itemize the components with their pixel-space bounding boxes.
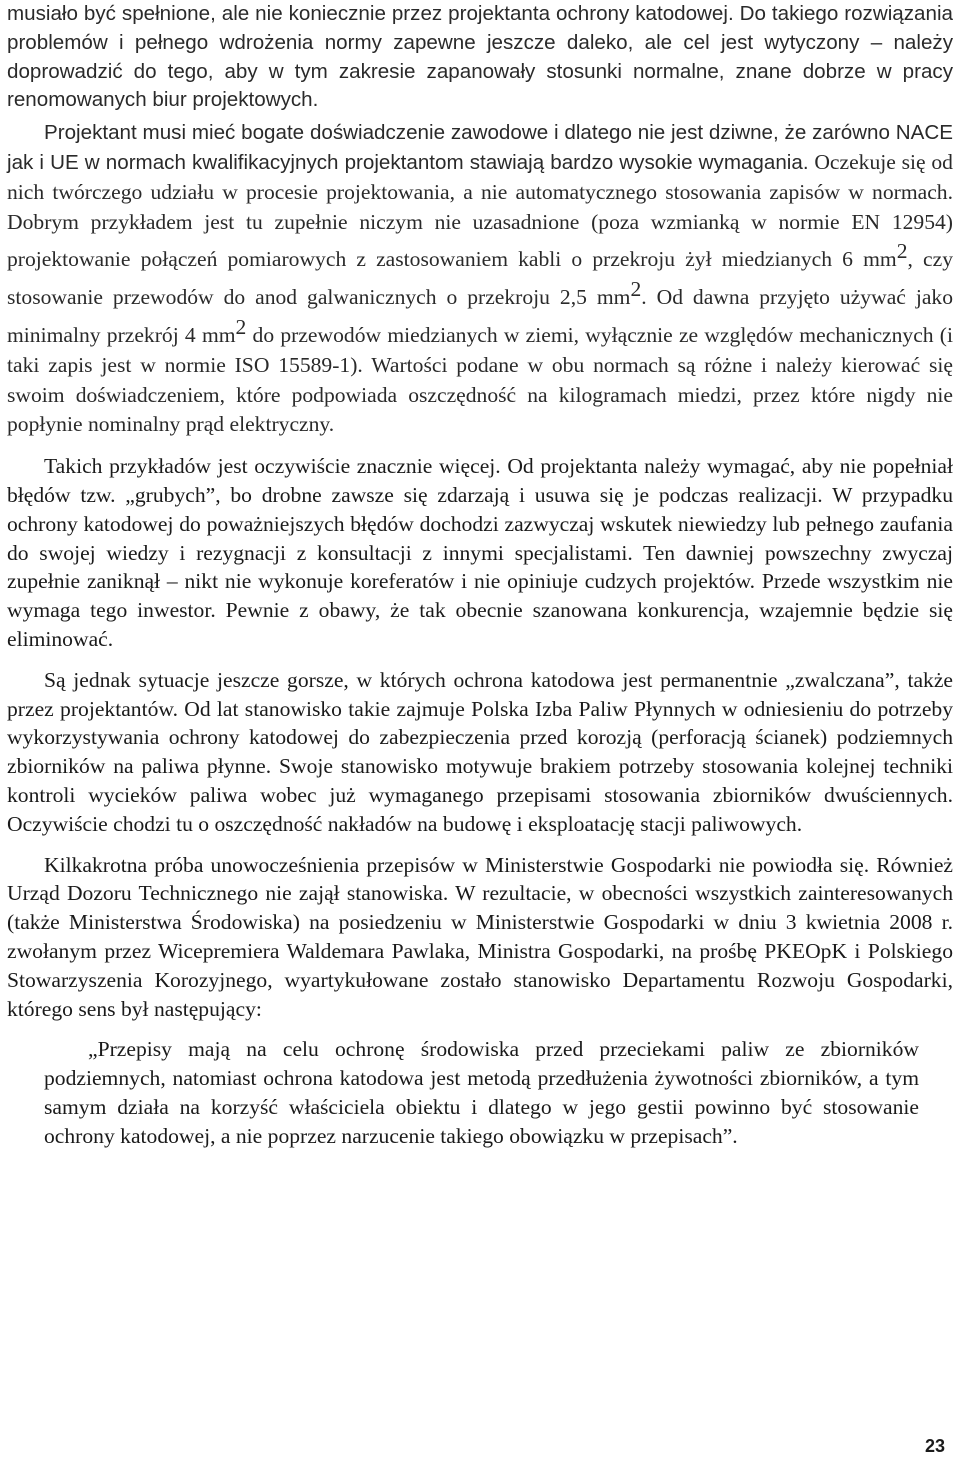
block-quote: „Przepisy mają na celu ochronę środowiska przed przeciekami paliw ze zbiorników podziemnych, natomiast ochrona katodowa jest metodą przedłużenia żywotności zbiorników, a tym samym działa na korzyść właściciela obiektu i dlatego w jego gestii powinno być stosowanie ochrony katodowej, a nie poprzez narzucenie takiego obowiązku w przepisach”.: [44, 1037, 919, 1148]
paragraph-examples: Takich przykładów jest oczywiście znacznie więcej. Od projektanta należy wymagać, aby nie popełniał błędów tzw. „grubych”, bo drobne zawsze się zdarzają i usuwa się je podczas realizacji. W przypadku ochrony katodowej do poważniejszych błędów dochodzi zazwyczaj wskutek niewiedzy lub pełnego zaufania do swojej wiedzy i rezygnacji z konsultacji z innymi specjalistami. Ten dawniej powszechny zwyczaj zupełnie zaniknął – nikt nie wykonuje koreferatów i nie opiniuje cudzych projektów. Przede wszystkim nie wymaga tego inwestor. Pewnie z obawy, że tak obecnie szanowana konkurencja, wzajemnie będzie się eliminować.: [7, 454, 953, 651]
superscript: 2: [630, 277, 642, 302]
paragraph-segment: Projektant musi mieć bogate doświadczenie zawodowe i dlatego nie jest dziwne, że zarówno NACE jak i UE w normach kwalifikacyjnych projektantom stawiają bardzo wysokie wymagania.: [7, 121, 953, 174]
paragraph-segment: , czy stosowanie przewodów do anod galwanicznych o przekroju 2,5 mm: [7, 247, 953, 310]
superscript: 2: [896, 239, 908, 264]
paragraph-continuation: musiało być spełnione, ale nie koniecznie przez projektanta ochrony katodowej. Do takiego rozwiązania problemów i pełnego wdrożenia normy zapewne jeszcze daleko, ale cel jest wytyczony – należy doprowadzić do tego, aby w tym zakresie zapanowały stosunki normalne, znane dobrze w pracy renomowanych biur projektowych.: [7, 2, 953, 112]
paragraph-segment: Dobrym przykładem jest tu zupełnie niczym nie uzasadnione (poza wzmianką w normie EN 12954) projektowanie połączeń pomiarowych z zastosowaniem kabli o przekroju żył miedzianych 6 mm: [7, 209, 953, 272]
superscript: 2: [235, 314, 247, 339]
paragraph-worse-situations: Są jednak sytuacje jeszcze gorsze, w których ochrona katodowa jest permanentnie „zwalczana”, także przez projektantów. Od lat stanowisko takie zajmuje Polska Izba Paliw Płynnych w odniesieniu do potrzeby wykorzystywania ochrony katodowej do zabezpieczenia przed korozją (perforacją ścianek) podziemnych zbiorników na paliwa płynne. Swoje stanowisko motywuje brakiem potrzeby stosowania kolejnej techniki kontroli wycieków paliwa wobec już wymaganego przepisami stosowania zbiorników dwuściennych. Oczywiście chodzi tu o oszczędność nakładów na budowę i eksploatację stacji paliwowych.: [7, 667, 953, 836]
paragraph-designer-experience: [7, 119, 953, 440]
paragraph-ministry: Kilkakrotna próba unowocześnienia przepisów w Ministerstwie Gospodarki nie powiodła się. Również Urząd Dozoru Technicznego nie zajął stanowiska. W rezultacie, w obecności wszystkich zainteresowanych (także Ministerstwa Środowiska) na posiedzeniu w Ministerstwie Gospodarki w dniu 3 kwietnia 2008 r. zwołanym przez Wicepremiera Waldemara Pawlaka, Ministra Gospodarki, na prośbę PKEOpK i Polskiego Stowarzyszenia Korozyjnego, wyartykułowane zostało stanowisko Departamentu Rozwoju Gospodarki, którego sens był następujący:: [7, 852, 953, 1021]
paragraph-segment: . Od dawna przyjęto używać jako minimalny przekrój 4 mm: [7, 285, 953, 347]
page-number: 23: [924, 1436, 945, 1456]
paragraph-segment: Oczekuje się od nich twórczego udziału w procesie projektowania, a nie automatycznego stosowania zapisów w normach.: [7, 149, 953, 204]
paragraph-segment: do przewodów miedzianych w ziemi, wyłącznie ze względów mechanicznych (i taki zapis jest w normie ISO 15589-1). Wartości podane w obu normach są różne i należy kierować się swoim doświadczeniem, które podpowiada oszczędność na kilogramach miedzi, przez które nigdy nie popłynie nominalny prąd elektryczny.: [7, 322, 953, 437]
document-page: [7, 0, 953, 1465]
